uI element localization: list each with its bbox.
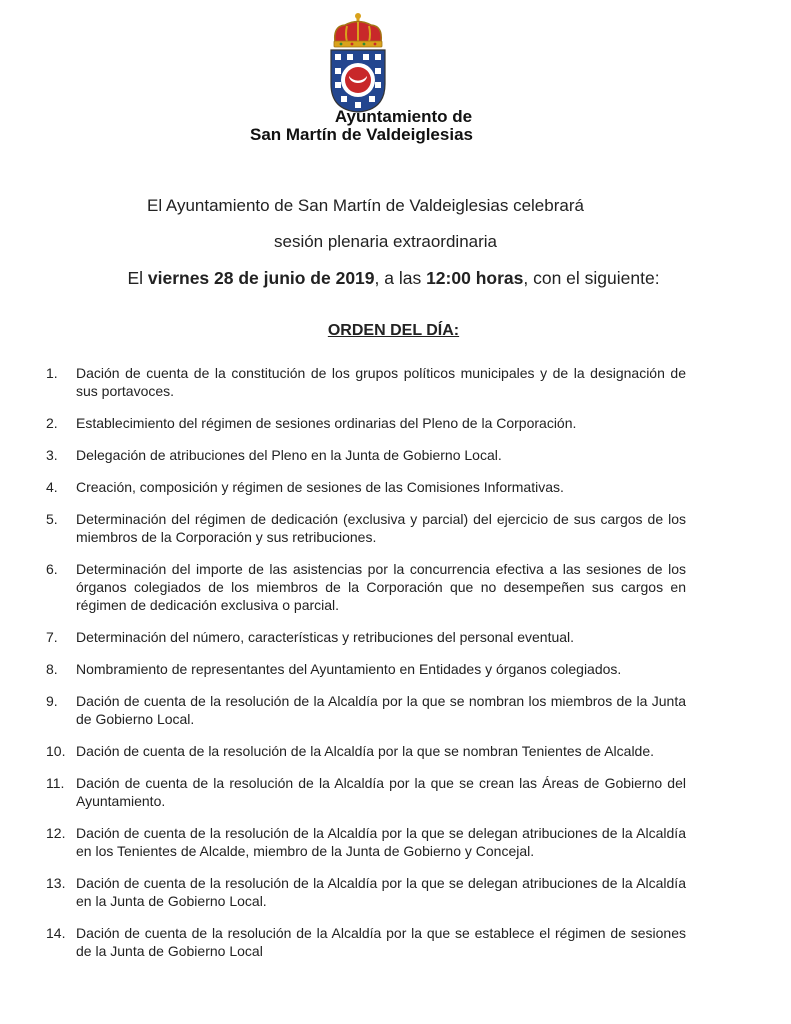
agenda-item-text: Determinación del régimen de dedicación (exclusiva y parcial) del ejercicio de sus cargos de los miembros de la Corporación y sus retribuciones. bbox=[76, 511, 686, 545]
agenda-item-text: Delegación de atribuciones del Pleno en la Junta de Gobierno Local. bbox=[76, 447, 502, 463]
agenda-item-text: Determinación del importe de las asistencias por la concurrencia efectiva a las sesiones de los órganos colegiados de los miembros de la Corporación que no desempeñen sus cargos en régimen de dedicación exclusiva o parcial. bbox=[76, 561, 686, 613]
agenda-item-text: Dación de cuenta de la resolución de la Alcaldía por la que se delegan atribuciones de la Alcaldía en los Tenientes de Alcalde, miembro de la Junta de Gobierno y Concejal. bbox=[76, 825, 686, 859]
agenda-item-text: Dación de cuenta de la resolución de la Alcaldía por la que se establece el régimen de sesiones de la Junta de Gobierno Local bbox=[76, 925, 686, 959]
agenda-item-text: Nombramiento de representantes del Ayuntamiento en Entidades y órganos colegiados. bbox=[76, 661, 622, 677]
agenda-item bbox=[46, 660, 686, 678]
announcement-line-3 bbox=[0, 268, 789, 289]
date-prefix: El bbox=[127, 268, 148, 288]
agenda-item-number: 4. bbox=[46, 479, 58, 495]
agenda-item-number: 10. bbox=[46, 743, 66, 759]
agenda-item-number: 1. bbox=[46, 365, 58, 381]
line-suffix: , con el siguiente: bbox=[523, 268, 660, 288]
agenda-item-text: Determinación del número, características y retribuciones del personal eventual. bbox=[76, 629, 575, 645]
agenda-item bbox=[46, 510, 686, 546]
agenda-item bbox=[46, 446, 686, 464]
municipality-brand bbox=[0, 108, 791, 144]
session-date: viernes 28 de junio de 2019 bbox=[147, 268, 375, 288]
agenda-item-number: 5. bbox=[46, 511, 58, 527]
agenda-item-number: 11. bbox=[46, 775, 65, 791]
agenda-item bbox=[46, 824, 686, 860]
agenda-item-text: Establecimiento del régimen de sesiones ordinarias del Pleno de la Corporación. bbox=[76, 415, 577, 431]
session-time: 12:00 horas bbox=[426, 268, 524, 288]
time-prefix: , a las bbox=[374, 268, 427, 288]
shield-icon bbox=[331, 50, 385, 112]
crown-icon bbox=[334, 13, 382, 47]
agenda-item-number: 14. bbox=[46, 925, 66, 941]
agenda-item-number: 2. bbox=[46, 415, 58, 431]
agenda-item bbox=[46, 414, 686, 432]
agenda-title-text: ORDEN DEL DÍA: bbox=[327, 322, 460, 339]
agenda-item-number: 6. bbox=[46, 561, 58, 577]
agenda-item-number: 9. bbox=[46, 693, 58, 709]
agenda-item-number: 3. bbox=[46, 447, 58, 463]
agenda-item bbox=[46, 742, 686, 760]
agenda-item-text: Dación de cuenta de la resolución de la Alcaldía por la que se delegan atribuciones de la Alcaldía en la Junta de Gobierno Local. bbox=[76, 875, 686, 909]
agenda-item-number: 7. bbox=[46, 629, 58, 645]
agenda-title bbox=[0, 322, 791, 340]
agenda-item bbox=[46, 692, 686, 728]
agenda-item bbox=[46, 364, 686, 400]
agenda-item-text: Dación de cuenta de la constitución de los grupos políticos municipales y de la designación de sus portavoces. bbox=[76, 365, 686, 399]
agenda-item bbox=[46, 924, 686, 960]
agenda-item bbox=[46, 628, 686, 646]
agenda-item-number: 13. bbox=[46, 875, 66, 891]
agenda-item-number: 8. bbox=[46, 661, 58, 677]
announcement-line-2: sesión plenaria extraordinaria bbox=[273, 232, 498, 251]
agenda-item-text: Creación, composición y régimen de sesiones de las Comisiones Informativas. bbox=[76, 479, 564, 495]
agenda-item bbox=[46, 560, 686, 614]
agenda-item-number: 12. bbox=[46, 825, 66, 841]
agenda-item-text: Dación de cuenta de la resolución de la Alcaldía por la que se nombran los miembros de la Junta de Gobierno Local. bbox=[76, 693, 686, 727]
coat-of-arms-logo bbox=[325, 12, 391, 114]
brand-line-1: Ayuntamiento de bbox=[334, 107, 473, 126]
agenda-item bbox=[46, 478, 686, 496]
agenda-item bbox=[46, 874, 686, 910]
agenda-item-text: Dación de cuenta de la resolución de la Alcaldía por la que se nombran Tenientes de Alcalde. bbox=[76, 743, 655, 759]
announcement-line-1: El Ayuntamiento de San Martín de Valdeiglesias celebrará bbox=[147, 196, 584, 215]
agenda-item-text: Dación de cuenta de la resolución de la Alcaldía por la que se crean las Áreas de Gobierno del Ayuntamiento. bbox=[76, 775, 686, 809]
agenda-list bbox=[46, 364, 686, 974]
brand-line-2: San Martín de Valdeiglesias bbox=[250, 125, 473, 144]
agenda-item bbox=[46, 774, 686, 810]
